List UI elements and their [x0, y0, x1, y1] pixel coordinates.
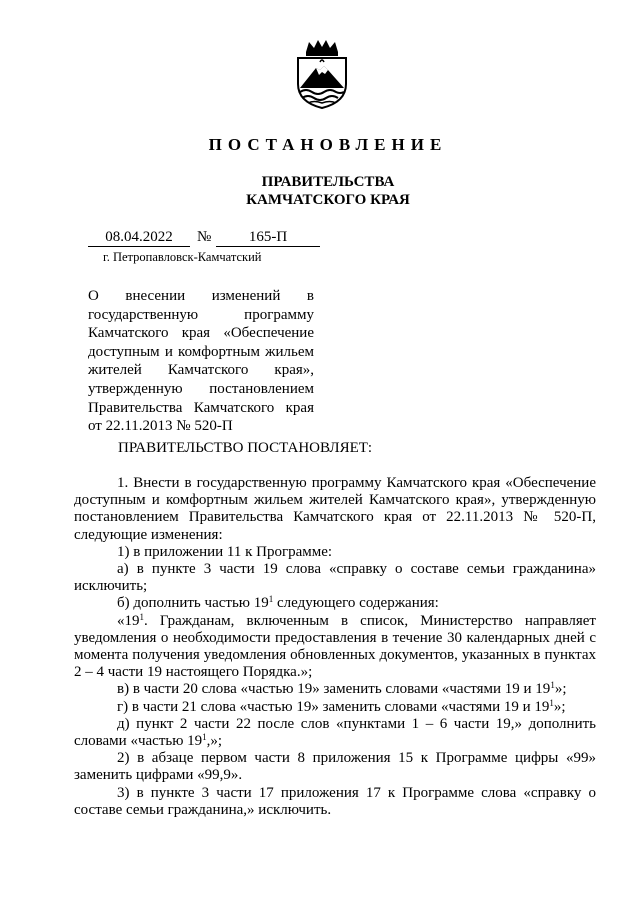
document-city: г. Петропавловск-Камчатский — [103, 250, 262, 264]
body-paragraph: 1. Внести в государственную программу Камчатского края «Обеспечение доступным и комфортным жильем жителей Камчатского края», утвержденную постановлением Правительства Камчатского края от 22.11.2013 № 520-П, следующие изменения: — [74, 475, 596, 543]
subject-line: доступным и комфортным жильем — [88, 343, 314, 360]
body-paragraph: 2) в абзаце первом части 8 приложения 15 к Программе цифры «99» заменить цифрами «99,9». — [74, 750, 596, 784]
document-date: 08.04.2022 — [88, 229, 190, 247]
body-paragraph: в) в части 20 слова «частью 19» заменить словами «частями 19 и $19^1$»; — [117, 680, 567, 698]
document-body — [74, 475, 596, 819]
government-title-line2: КАМЧАТСКОГО КРАЯ — [246, 192, 410, 208]
kamchatka-coat-of-arms-icon — [292, 38, 352, 110]
subject-line: от 22.11.2013 № 520-П — [88, 418, 233, 435]
government-title — [0, 173, 640, 209]
number-sign: № — [197, 229, 212, 245]
subject-line: государственную программу — [88, 306, 314, 323]
subject-line: утвержденную постановлением — [88, 380, 314, 397]
document-number: 165-П — [216, 229, 320, 247]
subject-line: О внесении изменений в — [88, 288, 314, 304]
body-paragraph: «$19^1$. Гражданам, включенным в список, Министерство направляет уведомления о необходимости предоставления в течение 30 календарных дней с момента получения уведомления обновленных документов, указанных в пунктах 2 – 4 части 19 настоящего Порядка.»; — [74, 611, 596, 681]
body-paragraph: д) пункт 2 части 22 после слов «пунктами 1 – 6 части 19,» дополнить словами «частью $19^1$,»; — [74, 715, 596, 750]
body-paragraph: а) в пункте 3 части 19 слова «справку о составе семьи гражданина» исключить; — [74, 561, 596, 595]
subject-line: Правительства Камчатского края — [88, 399, 314, 416]
body-paragraph: 3) в пункте 3 части 17 приложения 17 к Программе слова «справку о составе семьи гражданина,» исключить. — [74, 784, 596, 818]
document-subject — [88, 287, 314, 436]
subject-line: Камчатского края «Обеспечение — [88, 325, 314, 342]
body-paragraph: б) дополнить частью $19^1$ следующего содержания: — [117, 594, 439, 612]
document-type-title: ПОСТАНОВЛЕНИЕ — [208, 135, 448, 154]
government-title-line1: ПРАВИТЕЛЬСТВА — [261, 174, 395, 190]
decree-statement: ПРАВИТЕЛЬСТВО ПОСТАНОВЛЯЕТ: — [118, 440, 373, 456]
subject-line: жителей Камчатского края», — [88, 362, 314, 379]
body-paragraph: г) в части 21 слова «частью 19» заменить словами «частями 19 и $19^1$»; — [117, 697, 566, 715]
body-paragraph: 1) в приложении 11 к Программе: — [117, 543, 333, 560]
